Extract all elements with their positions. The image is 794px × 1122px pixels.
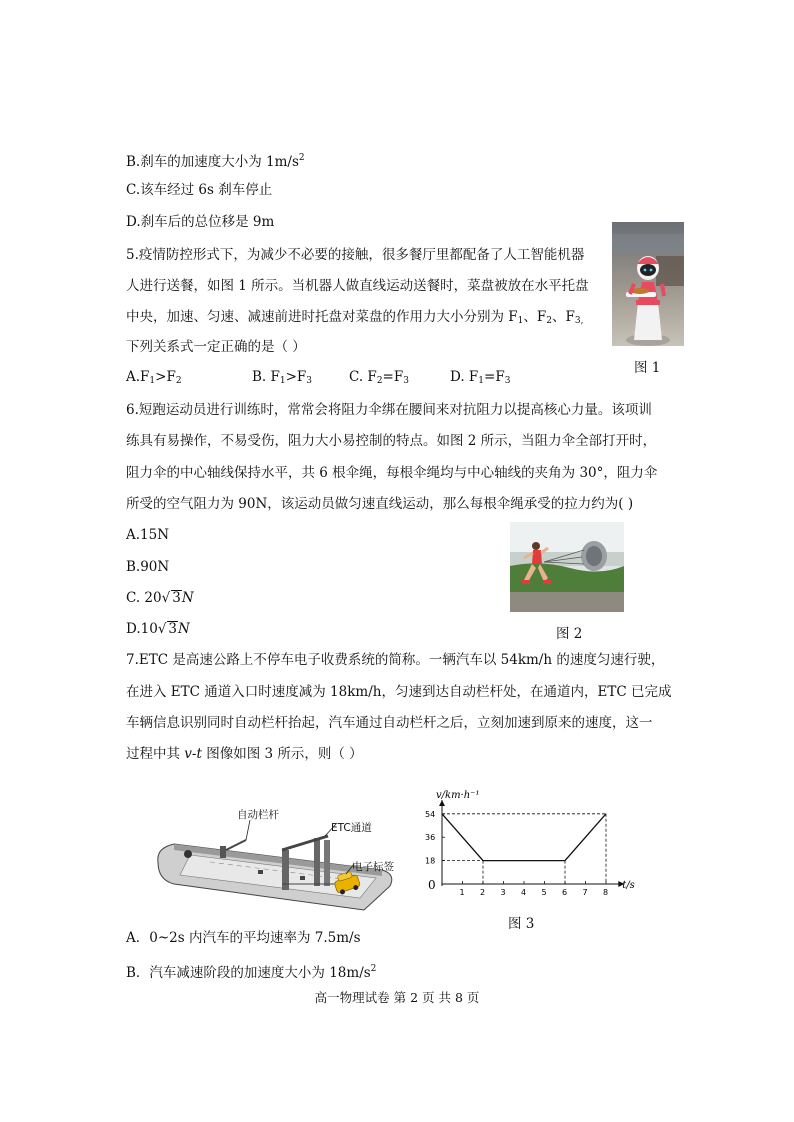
q7-option-a: A．0~2s 内汽车的平均速率为 7.5m/s <box>126 930 361 946</box>
q7-stem-line-2: 在进入 ETC 通道入口时速度减为 18km/h，匀速到达自动栏杆处，在通道内，ETC 已完成 <box>126 684 672 700</box>
q5-option-b: B. $F_1>F_3$ <box>252 369 313 386</box>
x-tick-label: 7 <box>582 888 588 897</box>
page-footer: 高一物理试卷 第 2 页 共 8 页 <box>314 990 480 1005</box>
velocity-line <box>442 814 606 861</box>
q4-option-d: D.刹车后的总位移是 9m <box>126 214 275 230</box>
q6-stem-line-3: 阻力伞的中心轴线保持水平，共 6 根伞绳，每根伞绳均与中心轴线的夹角为 30°，阻力伞 <box>126 465 658 481</box>
figure-1-caption: 图 1 <box>634 360 661 376</box>
q7-option-b: B．汽车减速阶段的加速度大小为 $18m/s^2$ <box>126 964 377 981</box>
figure-3-caption: 图 3 <box>508 916 535 932</box>
origin-label: 0 <box>428 878 436 892</box>
q6-stem-line-1: 6.短跑运动员进行训练时，常常会将阻力伞绑在腰间来对抗阻力以提高核心力量。该项训 <box>126 402 652 418</box>
q7-stem-line-3: 车辆信息识别同时自动栏杆抬起，汽车通过自动栏杆之后，立刻加速到原来的速度，这一 <box>126 715 653 731</box>
figure-3-vt-chart <box>410 774 650 914</box>
q4-option-c: C.该车经过 6s 刹车停止 <box>126 182 273 198</box>
q5-stem-line-4: 下列关系式一定正确的是（ ） <box>126 339 306 355</box>
q5-option-d: D. $F_1=F_3$ <box>450 369 511 386</box>
figure-2-caption: 图 2 <box>556 626 583 642</box>
y-tick-label: 36 <box>425 833 436 843</box>
q5-stem-line-1: 5.疫情防控形式下，为减少不必要的接触，很多餐厅里都配备了人工智能机器 <box>126 247 585 263</box>
q5-option-a: $A.F_1>F_2$ <box>126 369 182 386</box>
label-electronic-tag: 电子标签 <box>352 861 394 873</box>
x-tick-label: 1 <box>459 888 465 897</box>
vt-chart-svg <box>410 774 650 914</box>
label-etc-lane: ETC通道 <box>331 822 372 834</box>
q5-stem-line-2: 人进行送餐，如图 1 所示。当机器人做直线运动送餐时，菜盘被放在水平托盘 <box>126 278 589 294</box>
q6-stem-line-4: 所受的空气阻力为 90N，该运动员做匀速直线运动，那么每根伞绳承受的拉力约为( ) <box>126 496 634 512</box>
x-tick-label: 3 <box>500 888 506 897</box>
y-axis-label: v/km·h⁻¹ <box>436 790 480 801</box>
q7-stem-line-1: 7.ETC 是高速公路上不停车电子收费系统的简称。一辆汽车以 54km/h 的速度匀速行驶， <box>126 652 665 668</box>
x-tick-label: 4 <box>521 888 527 897</box>
q5-option-c: C. $F_2=F_3$ <box>349 369 409 386</box>
x-tick-label: 5 <box>541 888 547 897</box>
y-tick-label: 54 <box>425 809 436 819</box>
x-tick-label: 6 <box>562 888 568 897</box>
x-tick-label: 8 <box>603 888 609 897</box>
figure-3-etc-illustration <box>150 800 414 912</box>
q7-stem-line-4: 过程中其 v-t 图像如图 3 所示，则（ ） <box>126 746 363 762</box>
q6-option-d: D.10√ 3N <box>126 621 190 637</box>
label-auto-gate: 自动栏杆 <box>237 809 279 821</box>
q5-stem-line-3: 中央，加速、匀速、减速前进时托盘对菜盘的作用力大小分别为 $F_1$、$F_2$、$F_{3,}$ <box>126 309 584 326</box>
q6-stem-line-2: 练具有易操作，不易受伤，阻力大小易控制的特点。如图 2 所示，当阻力伞全部打开时， <box>126 433 657 449</box>
q4-option-b: B.刹车的加速度大小为 $1m/s^2$ <box>126 153 305 170</box>
figure-2-runner-photo <box>510 522 624 612</box>
q6-option-a: A.15N <box>126 527 170 543</box>
figure-1-robot-photo <box>612 222 684 346</box>
y-tick-label: 18 <box>425 856 436 866</box>
q6-option-c: C. 20√ 3N <box>126 590 194 606</box>
x-axis-label: t/s <box>622 880 635 891</box>
q6-option-b: B.90N <box>126 559 170 575</box>
x-tick-label: 2 <box>480 888 486 897</box>
